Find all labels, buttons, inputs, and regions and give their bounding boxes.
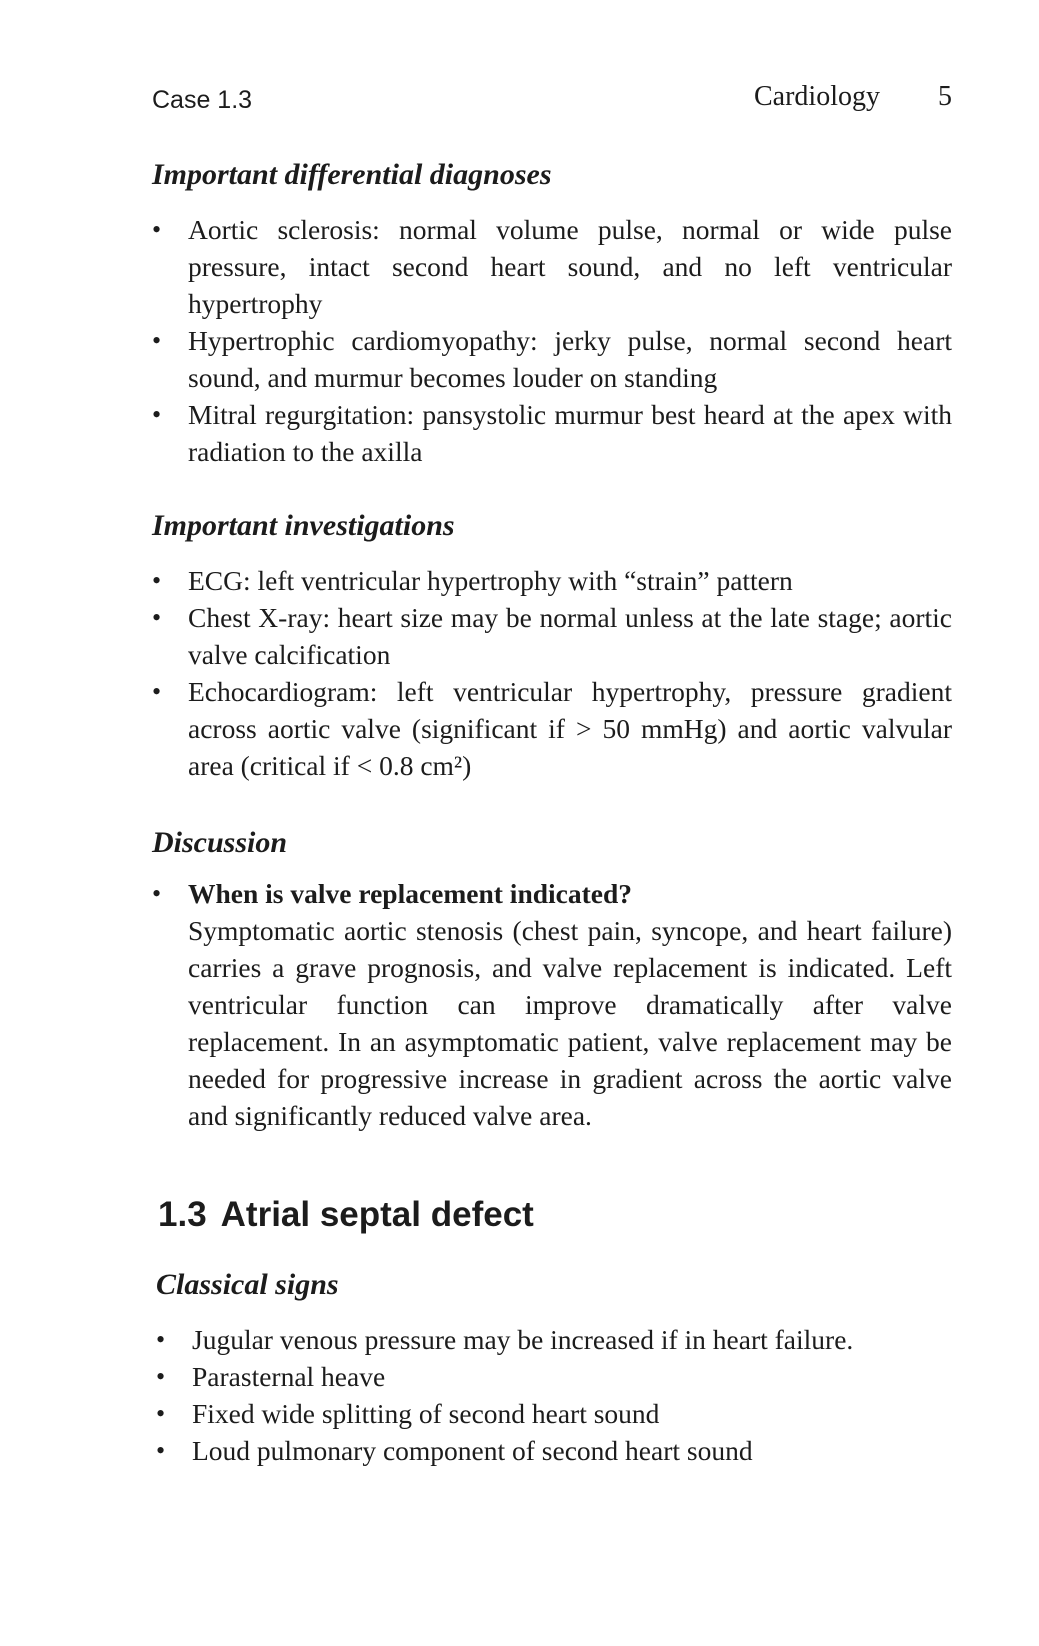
list-item xyxy=(156,1358,956,1395)
list-item xyxy=(152,599,952,673)
bullet-icon: • xyxy=(152,566,162,595)
discussion-question: When is valve replacement indicated? xyxy=(188,878,633,909)
list-item xyxy=(152,322,952,396)
case-title xyxy=(158,1195,534,1235)
list-item xyxy=(152,211,952,322)
list-item-text: Aortic sclerosis: normal volume pulse, normal or wide pulse pressure, intact second heart sound, and no left ventricular hypertrophy xyxy=(188,214,952,319)
investigations-list xyxy=(152,562,952,784)
bullet-icon: • xyxy=(156,1436,166,1465)
running-head xyxy=(152,78,952,118)
classical-signs-heading: Classical signs xyxy=(156,1268,339,1301)
list-item xyxy=(152,673,952,784)
bullet-icon: • xyxy=(152,215,162,244)
list-item xyxy=(156,1395,956,1432)
list-item-text: Echocardiogram: left ventricular hypertrophy, pressure gradient across aortic valve (significant if > 50 mmHg) and aortic valvular area (critical if < 0.8 cm²) xyxy=(188,676,952,781)
list-item-text: Fixed wide splitting of second heart sound xyxy=(192,1398,660,1429)
bullet-icon: • xyxy=(156,1325,166,1354)
list-item xyxy=(156,1321,956,1358)
discussion-heading: Discussion xyxy=(152,826,288,859)
bullet-icon: • xyxy=(152,677,162,706)
discussion-list xyxy=(152,875,952,1134)
differential-heading: Important differential diagnoses xyxy=(152,158,552,191)
discussion-answer: Symptomatic aortic stenosis (chest pain, syncope, and heart failure) carries a grave prognosis, and valve replacement is indicated. Left ventricular function can improve dramatically after valve replacement. In an asymptomatic patient, valve replacement may be needed for progressive increase in gradient across the aortic valve and significantly reduced valve area. xyxy=(188,915,952,1131)
list-item-text: Loud pulmonary component of second heart sound xyxy=(192,1435,753,1466)
bullet-icon: • xyxy=(152,400,162,429)
differential-list xyxy=(152,211,952,470)
list-item xyxy=(152,875,952,1134)
list-item-text: Mitral regurgitation: pansystolic murmur best heard at the apex with radiation to the axilla xyxy=(188,399,952,467)
bullet-icon: • xyxy=(152,879,162,908)
investigations-section xyxy=(152,508,952,784)
differential-section xyxy=(152,157,952,470)
bullet-icon: • xyxy=(152,603,162,632)
list-item-text: Parasternal heave xyxy=(192,1361,386,1392)
list-item xyxy=(152,562,952,599)
bullet-icon: • xyxy=(156,1362,166,1391)
discussion-section xyxy=(152,825,952,1134)
chapter-name: Cardiology xyxy=(754,81,880,112)
list-item-text: Chest X-ray: heart size may be normal unless at the late stage; aortic valve calcification xyxy=(188,602,952,670)
bullet-icon: • xyxy=(156,1399,166,1428)
bullet-icon: • xyxy=(152,326,162,355)
page-number: 5 xyxy=(938,81,952,112)
list-item-text: Hypertrophic cardiomyopathy: jerky pulse, normal second heart sound, and murmur becomes louder on standing xyxy=(188,325,952,393)
list-item xyxy=(152,396,952,470)
list-item xyxy=(156,1432,956,1469)
classical-signs-section xyxy=(156,1267,956,1469)
case-title-text: Atrial septal defect xyxy=(220,1195,534,1234)
investigations-heading: Important investigations xyxy=(152,509,455,542)
list-item-text: ECG: left ventricular hypertrophy with “strain” pattern xyxy=(188,565,793,596)
list-item-text: Jugular venous pressure may be increased if in heart failure. xyxy=(192,1324,854,1355)
classical-signs-list xyxy=(156,1321,956,1469)
case-number: 1.3 xyxy=(158,1195,207,1234)
case-label: Case 1.3 xyxy=(152,86,253,114)
